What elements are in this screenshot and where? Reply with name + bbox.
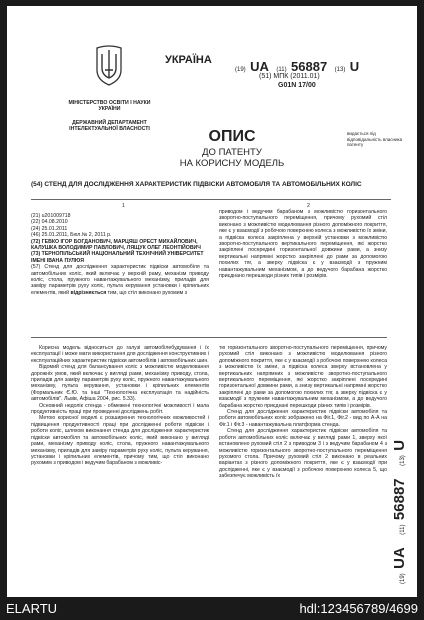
patent-number: 56887: [291, 59, 328, 74]
description-paragraph: Відомий стенд для балансування коліс з можливістю моделювання дорожніх умов, який включає у вигляді рами, механізму приводу, стола, приладів для заміру параметрів руху коліс, пружного навантажувального механізму, пульта керування, установки і кріпильних елементів (Формальник Є.Ю. та інші "Технологічна експлуатація та надійність автомобілів". Львів, Афіша 2004, рис. 5.33).: [31, 364, 209, 403]
doc-subtitle-2: НА КОРИСНУ МОДЕЛЬ: [179, 158, 285, 169]
inventors: (72) ГЕВКО ІГОР БОГДАНОВИЧ, МАРЦЯШ ОРЕСТ МИХАЙЛОВИЧ, КАЛУШКА ВОЛОДИМИР ПАВЛОВИЧ, ЛЯЩУК ОЛЕГ ЛЕОНТІЙОВИЧ: [31, 238, 201, 252]
country-label: УКРАЇНА: [165, 54, 212, 66]
side-code19: (19): [400, 573, 406, 584]
side-code11: (11): [400, 524, 406, 535]
code19-label: (19): [235, 67, 246, 73]
footer-handle: hdl:123456789/4699: [299, 601, 418, 616]
description-paragraph: Основний недолік стенда - обмежені технологічні можливості і мала продуктивність праці при проведенні досліджень робіт.: [31, 402, 209, 416]
footer-source: ELARTU: [6, 601, 58, 616]
country-code: UA: [250, 59, 269, 74]
description-paragraph: Метою корисної моделі є розширення технологічних можливостей і підвищення продуктивності праці при дослідженні роботи підвіски і роботи коліс, шляхом виконання стенда для дослідження характеристик підвіски автомобіля та автомобільних коліс, який виконано у вигляді рами, механізму приводу коліс, стола, пружного навантажувального механізму, приладів для заміру параметрів руху коліс, пульта керування, установки і кріпильних елементів, причому тим, що стіл виконано рухомим з приводом і ведучим барабаном з можливіс-: [31, 415, 209, 467]
claim-text: [31, 264, 209, 296]
bibliographic-data: [31, 213, 209, 296]
side-country-code: UA: [391, 547, 408, 569]
claim-distinguishing: відрізняється: [70, 289, 107, 296]
biblio-line: (22) 04.08.2010: [31, 219, 68, 226]
code11-label: (11): [276, 67, 287, 73]
biblio-line: (21) u201009718: [31, 213, 71, 219]
column-number-1: 1: [122, 203, 125, 209]
code13-label: (13): [334, 67, 346, 73]
side-doc-kind: U: [391, 439, 408, 451]
description-paragraph: Корисна модель відноситься до галузі автомобілебудування і їх експлуатації і може мати використання для дослідження конструктивних і експлуатаційних характеристик підвіски автомобілів і автомобільних шин.: [31, 345, 209, 364]
title-divider: [31, 199, 391, 200]
responsibility-stamp: видається під відповідальність власника патенту: [347, 131, 403, 147]
ipc-code: (51) МПК (2011.01): [259, 73, 320, 80]
description-paragraph: тю горизонтального зворотно-поступального переміщення, причому рухомий стіл виконано з можливістю моделювання різного допоміжного покриття, яке є у взаємодії з робочою поверхнею колеса з можливістю їх зміни, а підвіска колеса зверху встановлена у вертикальних напрямних з можливістю зворотно-поступального вертикального переміщення, які жорстко закріплені посередині горизонтальної довжини рами, а знизу вертикальні напрямні жорстко закріплені до рами за допомогою похилих тяг, а зверху підвіска є у взаємодії з пружним навантажувальним механізмом, а до ведучого барабана жорстко приєднані перешкоди різних типів і розмірів.: [219, 345, 387, 409]
description-left: [31, 345, 209, 467]
patent-owner: (73) ТЕРНОПІЛЬСЬКИЙ НАЦІОНАЛЬНИЙ ТЕХНІЧНИЙ УНІВЕРСИТЕТ ІМЕНІ ІВАНА ПУЛЮЯ: [31, 251, 204, 264]
side-code13: (13): [400, 455, 406, 466]
side-patent-number: 56887: [391, 478, 408, 521]
doc-kind-code: U: [349, 59, 360, 74]
body-divider: [31, 337, 387, 338]
claim-rest: тим, що стіл виконано рухомим з: [106, 289, 188, 296]
footer-bar: [0, 597, 424, 620]
department-label: ДЕРЖАВНИЙ ДЕПАРТАМЕНТ ІНТЕЛЕКТУАЛЬНОЇ ВЛАСНОСТІ: [69, 120, 150, 133]
vertical-patent-code: [391, 356, 415, 586]
patent-page: [7, 6, 417, 597]
doc-subtitle-1: ДО ПАТЕНТУ: [202, 147, 262, 158]
column-number-2: 2: [307, 203, 310, 209]
description-paragraph: Стенд для дослідження характеристик підвіски автомобіля та роботи автомобільних коліс зображено на Фіг.1, Фіг.2 - вид по А-А на Фіг.1 і Фіг.3 - навантажувальна платформа стенда.: [219, 409, 387, 428]
ipc-class: G01N 17/00: [278, 82, 316, 89]
biblio-line: (46) 25.01.2011, Бюл.№ 2, 2011 р.: [31, 232, 112, 239]
doc-title: ОПИС: [208, 128, 256, 145]
claim-prefix: (57) Стенд для дослідження характеристик підвіски автомобіля та автомобільних коліс, який включає у верхній раму, механізм приводу коліс, стола, пружного навантажувального механізму, приладів для заміру параметрів руху коліс, пульта керування установки і кріпильних елементів, який: [31, 264, 209, 296]
ministry-label: МІНІСТЕРСТВО ОСВІТИ І НАУКИ УКРАЇНИ: [68, 100, 151, 113]
description-right: [219, 345, 387, 480]
invention-title: (54) СТЕНД ДЛЯ ДОСЛІДЖЕННЯ ХАРАКТЕРИСТИК ПІДВІСКИ АВТОМОБІЛЯ ТА АВТОМОБІЛЬНИХ КОЛІС: [31, 181, 362, 188]
description-paragraph: Стенд для дослідження характеристик підвіски автомобіля та роботи автомобільних коліс включає у вигляді рами 1, зверху якої встановлено рухомий стіл 2 з приводом 3 і з ведучим барабаном 4 з можливістю горизонтального зворотно-поступального переміщення рухомого стола. Причому рухомий стіл 2 виконано в реальних варіантах з різного допоміжного покриття, яке є у взаємодії при дослідженні, яке є у взаємодії з робочою поверхнею колеса 5, що забезпечує можливість їх: [219, 428, 387, 480]
biblio-line: (24) 25.01.2011: [31, 225, 68, 232]
claim-continuation: приводом і ведучим барабаном з можливістю горизонтального зворотно-поступального переміщення, причому рухомий стіл виконано з можливістю моделювання різного допоміжного покриття, яке є у взаємодії з робочою поверхнею колеса з можливістю їх зміни, а підвіска колеса закріплена у верхній установки з можливістю зворотно-поступального вертикального переміщення, які жорстко закріплені посередині горизонтальної довжини рами, а знизу вертикальні напрямні жорстко закріплені до рами за допомогою похилих тяг, а зверху підвіска є у взаємодії з пружним навантажувальним механізмом, а до ведучого барабана жорстко приєднано перешкоди різних типів і розмірів.: [219, 209, 387, 280]
trident-emblem-icon: [95, 44, 123, 86]
